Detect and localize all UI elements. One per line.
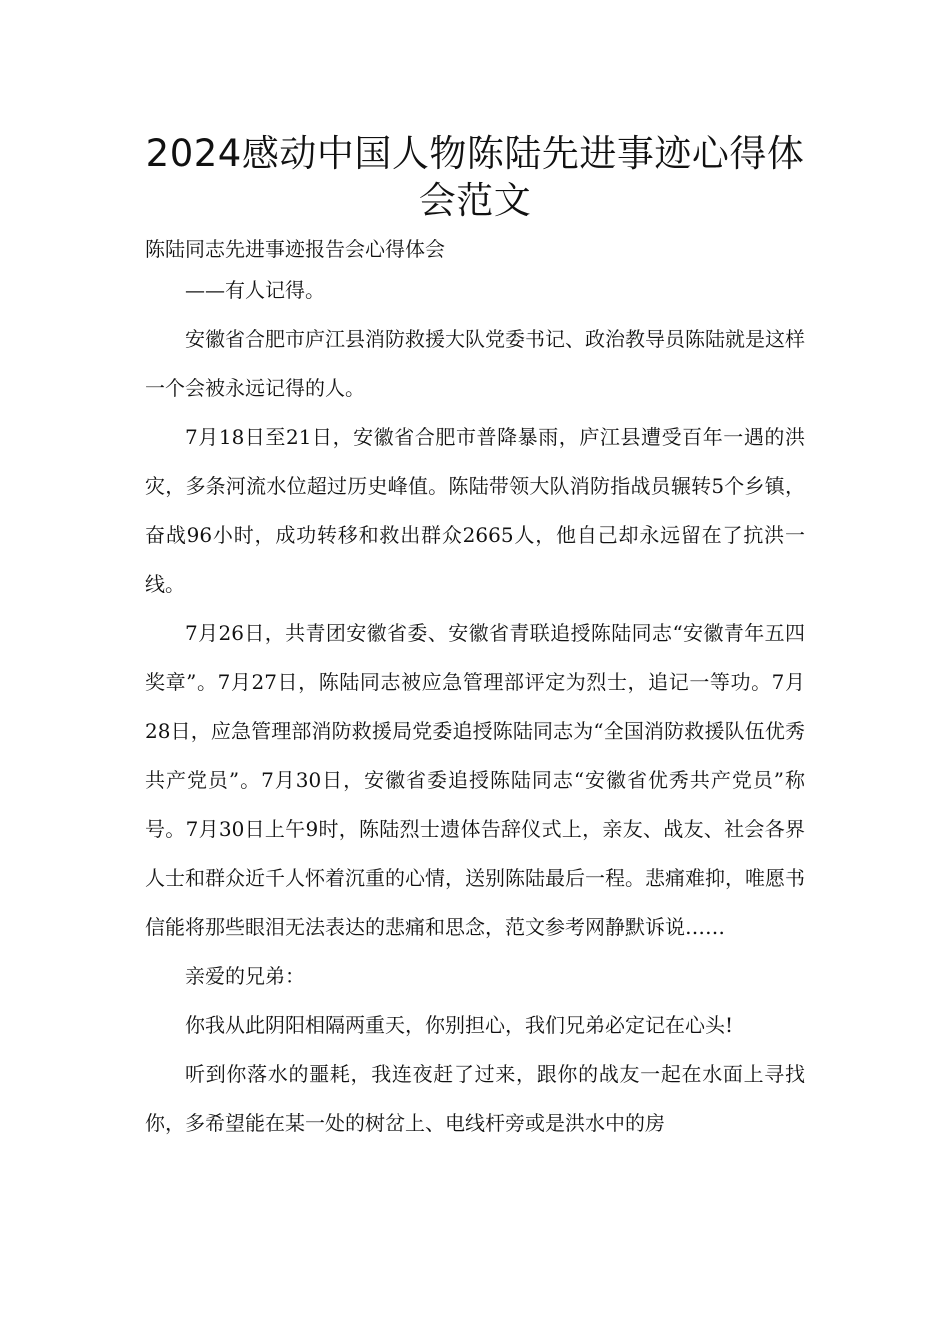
- paragraph-3: 7月18日至21日，安徽省合肥市普降暴雨，庐江县遭受百年一遇的洪灾，多条河流水位超过历史峰值。陈陆带领大队消防指战员辗转5个乡镇，奋战96小时，成功转移和救出群众2665人，他自己却永远留在了抗洪一线。: [145, 425, 805, 596]
- paragraph-1: ——有人记得。: [185, 278, 325, 302]
- document-subtitle: 陈陆同志先进事迹报告会心得体会: [145, 237, 445, 261]
- document-page: [145, 130, 805, 1148]
- paragraph-7: 听到你落水的噩耗，我连夜赶了过来，跟你的战友一起在水面上寻找你，多希望能在某一处的树岔上、电线杆旁或是洪水中的房: [145, 1062, 805, 1135]
- paragraph-2: 安徽省合肥市庐江县消防救援大队党委书记、政治教导员陈陆就是这样一个会被永远记得的人。: [145, 327, 805, 400]
- paragraph-5: 亲爱的兄弟：: [185, 964, 305, 988]
- paragraph-6: 你我从此阴阳相隔两重天，你别担心，我们兄弟必定记在心头!: [185, 1013, 734, 1037]
- document-title: 2024感动中国人物陈陆先进事迹心得体会范文: [145, 132, 805, 222]
- paragraph-4: 7月26日，共青团安徽省委、安徽省青联追授陈陆同志“安徽青年五四奖章”。7月27日，陈陆同志被应急管理部评定为烈士，追记一等功。7月28日，应急管理部消防救援局党委追授陈陆同志为“全国消防救援队伍优秀共产党员”。7月30日，安徽省委追授陈陆同志“安徽省优秀共产党员”称号。7月30日上午9时，陈陆烈士遗体告辞仪式上，亲友、战友、社会各界人士和群众近千人怀着沉重的心情，送别陈陆最后一程。悲痛难抑，唯愿书信能将那些眼泪无法表达的悲痛和思念，范文参考网静默诉说……: [145, 621, 805, 939]
